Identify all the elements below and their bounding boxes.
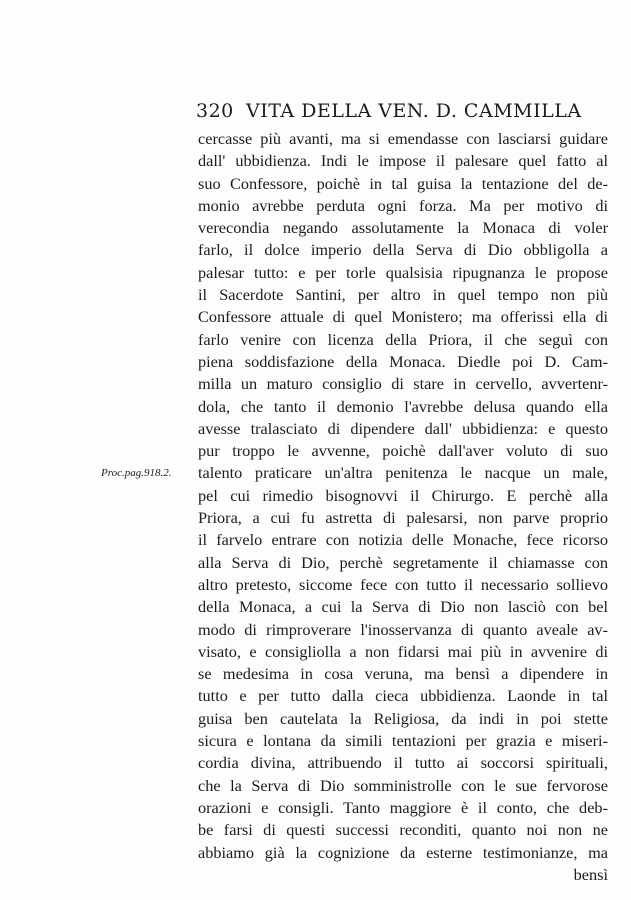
page-header [196,100,616,130]
text-line: cordia divina, attribuendo il tutto ai soccorsi spirituali, [198,753,608,773]
text-line: monio avrebbe perduta ogni forza. Ma per motivo di [198,195,608,215]
text-line: milla un maturo consiglio di stare in cervello, avvertenr- [198,374,608,394]
text-line: farlo, il dolce imperio della Serva di Dio obbligolla a [198,240,608,260]
text-line: talento praticare un'altra penitenza le nacque un male, [198,463,608,483]
text-line: be farsi di questi successi reconditi, quanto noi non ne [198,820,608,840]
text-line: orazioni e consigli. Tanto maggiore è il conto, che deb- [198,797,608,817]
text-line: il farvelo entrare con notizia delle Monache, fece ricorso [198,530,608,550]
text-line: bensì [573,864,608,884]
text-line: alla Serva di Dio, perchè segretamente il chiamasse con [198,552,608,572]
text-line: che la Serva di Dio somministrolle con le sue fervorose [198,775,608,795]
text-line: pel cui rimedio bisognovvi il Chirurgo. E perchè alla [198,485,608,505]
margin-note: Proc.pag.918.2. [101,467,172,479]
text-line: cercasse più avanti, ma si emendasse con lasciarsi guidare [198,129,608,148]
text-line: altro pretesto, siccome fece con tutto il necessario sollievo [198,574,608,594]
text-line: visato, e consigliolla a non fidarsi mai più in avvenire di [198,641,608,661]
text-line: farlo venire con licenza della Priora, il che seguì con [198,329,608,349]
text-line: sicura e lontana da simili tentazioni per grazia e miseri- [198,731,608,751]
text-line: piena soddisfazione della Monaca. Diedle poi D. Cam- [198,351,608,371]
text-line: abbiamo già la cognizione da esterne testimonianze, ma [198,842,608,862]
text-line: dall' ubbidienza. Indi le impose il palesare quel fatto al [198,151,608,171]
text-line: avesse tralasciato di dipendere dall' ubbidienza: e questo [198,418,608,438]
text-line: dola, che tanto il demonio l'avrebbe delusa quando ella [198,396,608,416]
text-line: suo Confessore, poichè in tal guisa la tentazione del de- [198,173,608,193]
text-line: il Sacerdote Santini, per altro in quel tempo non più [198,285,608,305]
text-line: della Monaca, a cui la Serva di Dio non lasciò con bel [198,597,608,617]
running-title: VITA DELLA VEN. D. CAMMILLA [246,100,582,122]
body-text [198,128,608,886]
text-line: Priora, a cui fu astretta di palesarsi, non parve proprio [198,508,608,528]
text-line: se medesima in cosa veruna, ma bensì a dipendere in [198,664,608,684]
text-line: tutto e per tutto dalla cieca ubbidienza. Laonde in tal [198,686,608,706]
text-line: verecondia negando assolutamente la Monaca di voler [198,218,608,238]
text-line: pur troppo le avvenne, poichè dall'aver voluto di suo [198,441,608,461]
text-line: palesar tutto: e per torle qualsisia ripugnanza le propose [198,262,608,282]
text-line: guisa ben cautelata la Religiosa, da indi in poi stette [198,708,608,728]
text-line: Confessore attuale di quel Monistero; ma offerissi ella di [198,307,608,327]
text-line: modo di rimproverare l'inosservanza di quanto aveale av- [198,619,608,639]
page-number: 320 [196,100,234,122]
